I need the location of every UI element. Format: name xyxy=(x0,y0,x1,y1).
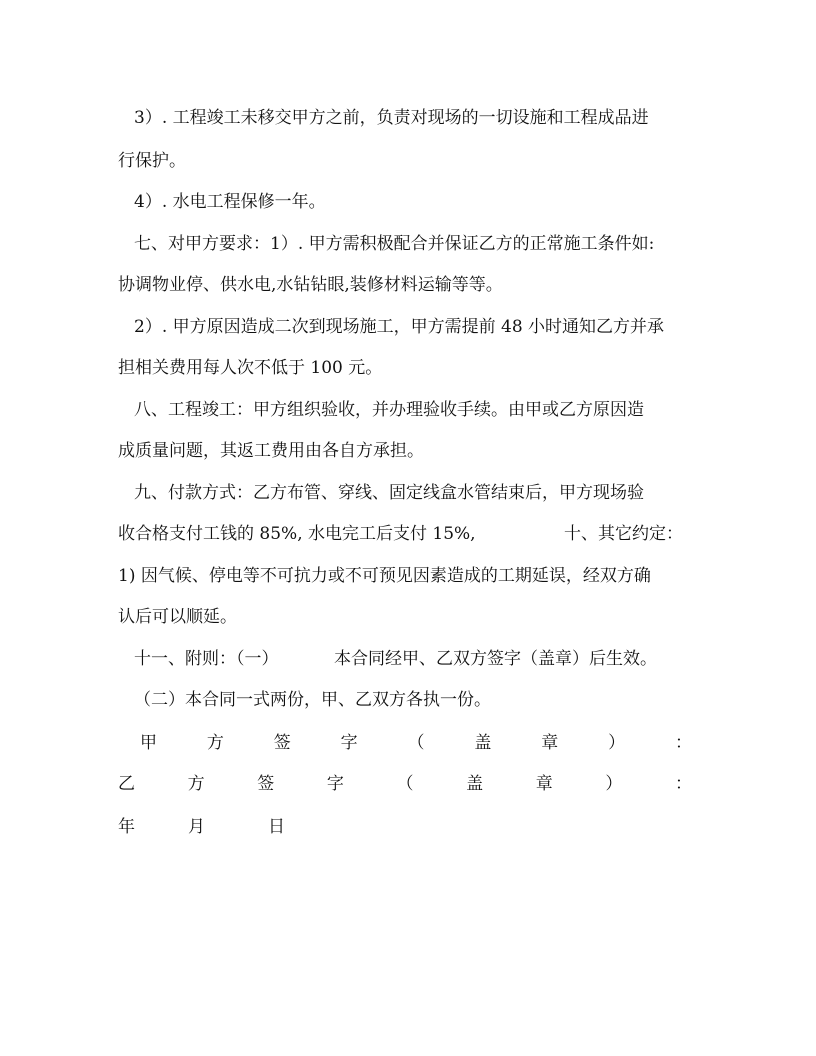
signature-char: 甲 xyxy=(140,733,157,753)
signature-char: 字 xyxy=(326,774,344,794)
date-month-label: 月 xyxy=(188,817,205,837)
paragraph-line: 七、对甲方要求：1）. 甲方需积极配合并保证乙方的正常施工条件如: xyxy=(134,234,655,254)
paragraph-line: 2）. 甲方原因造成二次到现场施工，甲方需提前 48 小时通知乙方并承 xyxy=(134,317,665,337)
paragraph-line: 认后可以顺延。 xyxy=(118,607,237,627)
signature-char: （ xyxy=(407,733,425,753)
paragraph-line: 协调物业停、供水电,水钻钻眼,装修材料运输等等。 xyxy=(118,275,503,295)
signature-char: 签 xyxy=(273,733,291,753)
paragraph-line: （二）本合同一式两份，甲、乙双方各执一份。 xyxy=(134,690,491,710)
party-a-signature-line xyxy=(140,731,692,755)
signature-char: ： xyxy=(675,774,692,794)
paragraph-line: 行保护。 xyxy=(118,151,186,171)
date-day-label: 日 xyxy=(268,817,285,837)
signature-char: ） xyxy=(605,774,623,794)
paragraph-line: 4）. 水电工程保修一年。 xyxy=(134,192,326,212)
signature-char: 方 xyxy=(187,774,205,794)
signature-char: ： xyxy=(675,733,692,753)
section-heading: 十一、附则：（一） xyxy=(134,649,279,669)
signature-char: 章 xyxy=(535,774,553,794)
signature-char: ） xyxy=(608,733,626,753)
party-b-signature-line xyxy=(118,772,692,796)
section-heading: 十、其它约定： xyxy=(564,524,683,544)
paragraph-line: 本合同经甲、乙双方签字（盖章）后生效。 xyxy=(334,649,657,669)
signature-char: 乙 xyxy=(118,774,135,794)
paragraph-line: 九、付款方式：乙方布管、穿线、固定线盒水管结束后，甲方现场验 xyxy=(134,483,644,503)
date-year-label: 年 xyxy=(118,817,135,837)
signature-char: 字 xyxy=(340,733,358,753)
date-line xyxy=(118,815,698,839)
paragraph-line: 担相关费用每人次不低于 100 元。 xyxy=(118,358,383,378)
signature-char: 盖 xyxy=(466,774,484,794)
paragraph-line: 收合格支付工钱的 85%, 水电完工后支付 15%, xyxy=(118,524,476,544)
signature-char: 方 xyxy=(206,733,224,753)
signature-char: 章 xyxy=(541,733,559,753)
signature-char: （ xyxy=(396,774,414,794)
paragraph-line: 1) 因气候、停电等不可抗力或不可预见因素造成的工期延误，经双方确 xyxy=(118,566,651,586)
paragraph-line: 3）. 工程竣工未移交甲方之前，负责对现场的一切设施和工程成品进 xyxy=(134,108,649,128)
signature-char: 签 xyxy=(257,774,275,794)
signature-char: 盖 xyxy=(474,733,492,753)
paragraph-line: 成质量问题，其返工费用由各自方承担。 xyxy=(118,441,424,461)
paragraph-line: 八、工程竣工：甲方组织验收，并办理验收手续。由甲或乙方原因造 xyxy=(134,400,644,420)
